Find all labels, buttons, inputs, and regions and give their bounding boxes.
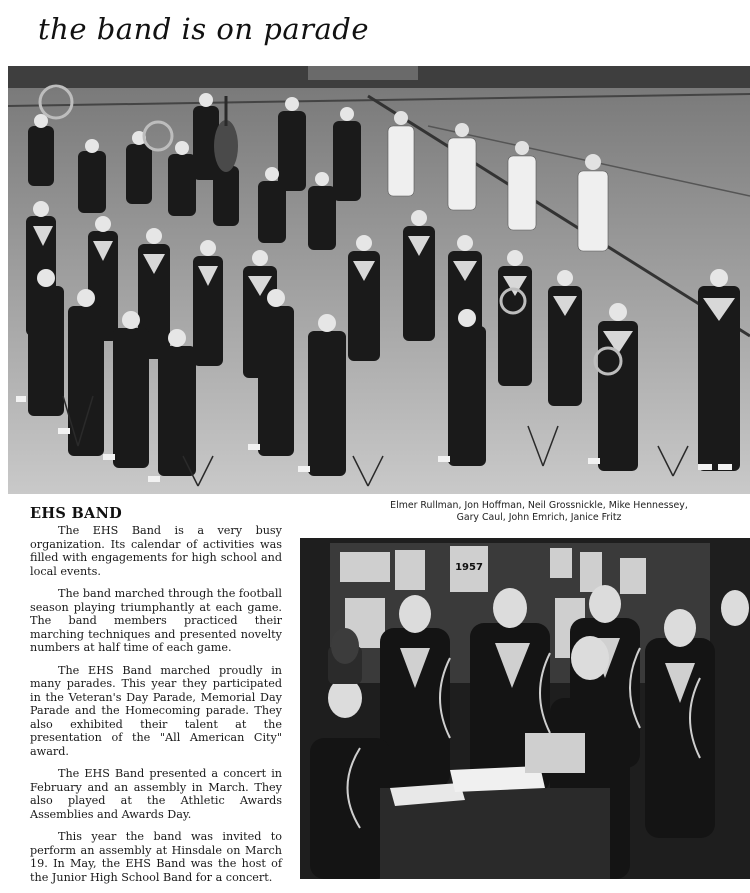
page-title: the band is on parade (38, 12, 369, 46)
band-group-photo-art (8, 66, 750, 494)
band-officers-photo-art (300, 538, 750, 879)
band-officers-photo (300, 538, 750, 879)
article-paragraph: The band marched through the football season playing triumphantly at each game. The band members practiced their marching techniques and presented novelty numbers at half time of each game. (30, 587, 282, 654)
caption-line: Gary Caul, John Emrich, Janice Fritz (456, 512, 622, 523)
article-paragraph: This year the band was invited to perform an assembly at Hinsdale on March 19. In May, the EHS Band was the host of the Junior High School Band for a concert. (30, 830, 282, 884)
section-heading: EHS BAND (30, 505, 123, 522)
article-paragraph: The EHS Band presented a concert in February and an assembly in March. They also played at the Athletic Awards Assemblies and Awards Day. (30, 767, 282, 821)
photo-caption (380, 500, 698, 524)
poster-year: 1957 (455, 562, 483, 573)
article-body (30, 524, 282, 893)
article-paragraph: The EHS Band marched proudly in many parades. This year they participated in the Veteran's Day Parade, Memorial Day Parade and the Homecoming parade. They also exhibited their talent at the presentation of the "All American City" award. (30, 663, 282, 758)
band-group-photo (8, 66, 750, 494)
article-paragraph: The EHS Band is a very busy organization. Its calendar of activities was filled with engagements for high school and local events. (30, 524, 282, 578)
caption-line: Elmer Rullman, Jon Hoffman, Neil Grossnickle, Mike Hennessey, (390, 500, 688, 511)
